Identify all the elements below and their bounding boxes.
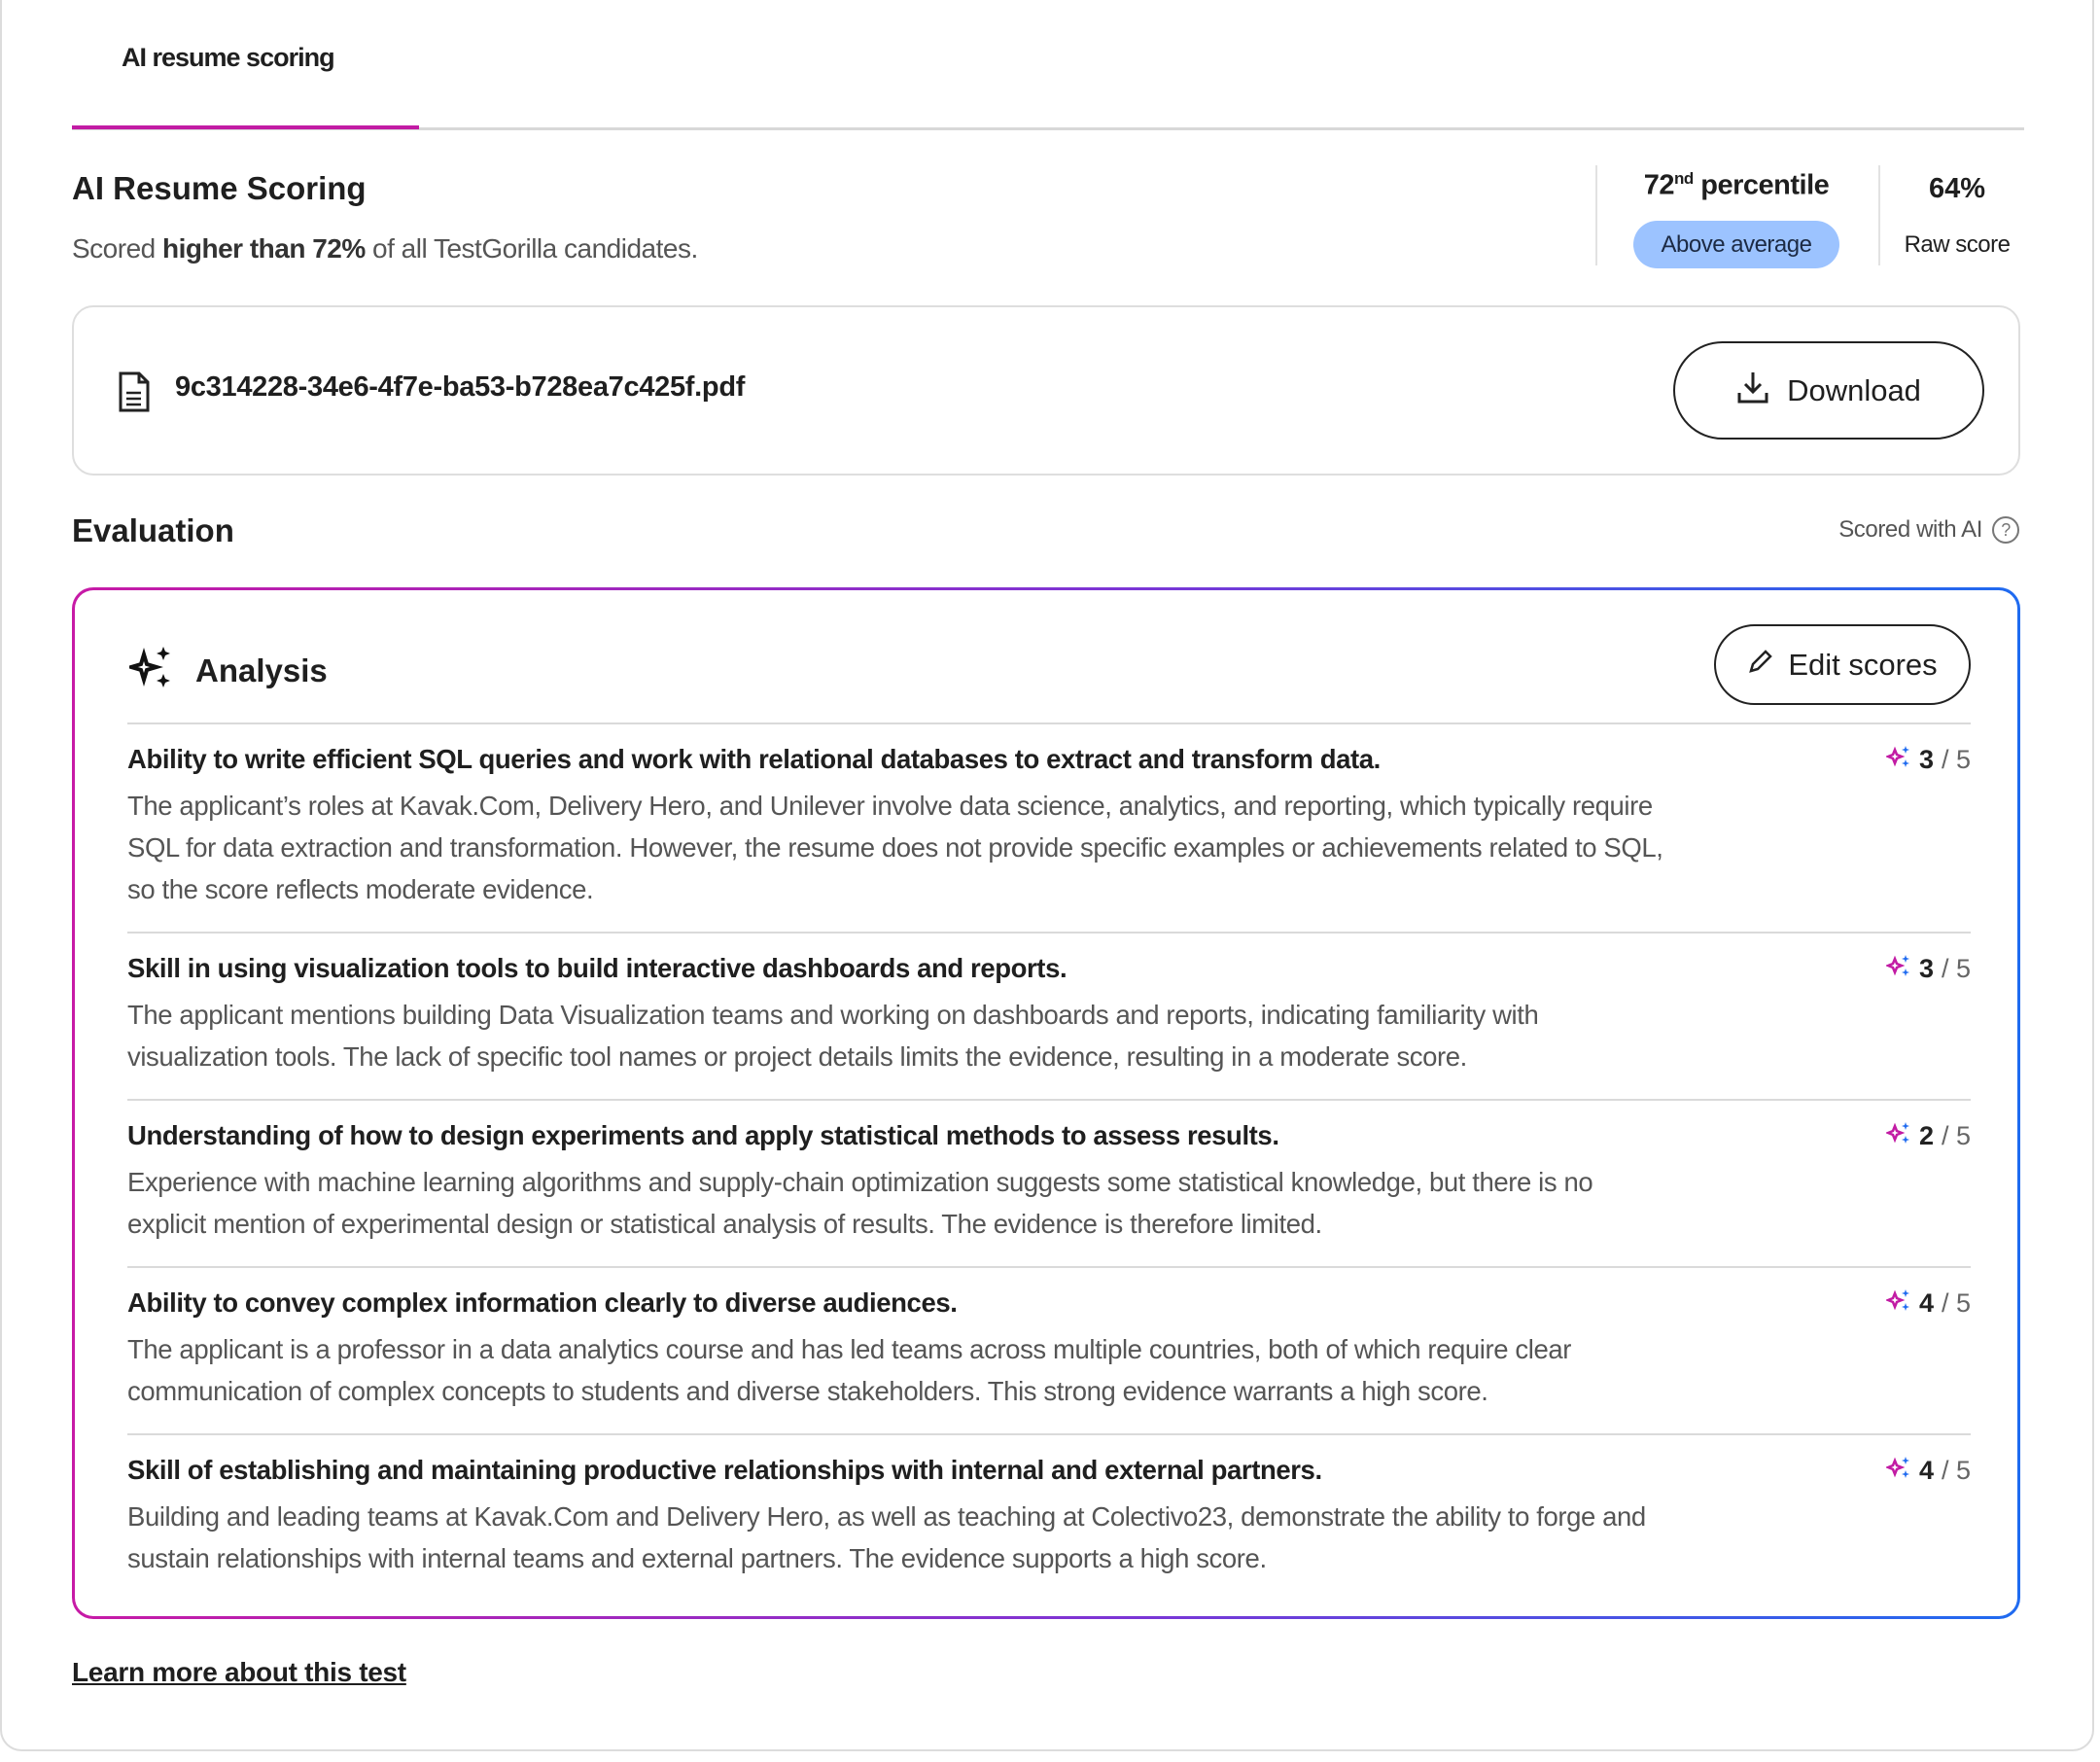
score-max: / 5: [1941, 1120, 1971, 1150]
score-max: / 5: [1941, 953, 1971, 983]
criterion-description: [127, 994, 1971, 1077]
criterion-description-line: The applicant is a professor in a data analytics course and has led teams across multiple countries, both of which require clear: [127, 1334, 1572, 1364]
criterion-item: [127, 1099, 1971, 1266]
criterion-score: [1886, 1286, 1971, 1321]
criterion-description-line: communication of complex concepts to students and diverse stakeholders. This strong evidence warrants a high score.: [127, 1376, 1488, 1406]
raw-score-value: 64%: [1928, 173, 1986, 204]
percentile-suffix: nd: [1673, 169, 1694, 188]
score-value: 2: [1918, 1120, 1934, 1150]
score-max: / 5: [1941, 1455, 1971, 1485]
percentile-number: 72: [1643, 169, 1674, 201]
score-value: 3: [1918, 744, 1934, 774]
criterion-description-line: SQL for data extraction and transformation. However, the resume does not provide specific examples or achievements related to SQL,: [127, 832, 1663, 863]
status-badge: Above average: [1633, 221, 1839, 268]
criterion-description-line: Experience with machine learning algorithms and supply-chain optimization suggests some statistical knowledge, but there is no: [127, 1167, 1593, 1197]
criterion-title: Ability to write efficient SQL queries and work with relational databases to extract and transform data.: [127, 744, 1381, 774]
score-summary: [72, 233, 698, 264]
ai-sparkle-icon: [1886, 1455, 1911, 1487]
tab-ai-resume-scoring[interactable]: AI resume scoring: [122, 43, 334, 72]
analysis-header: [129, 645, 328, 697]
ai-sparkle-icon: [1886, 1287, 1911, 1320]
file-name[interactable]: 9c314228-34e6-4f7e-ba53-b728ea7c425f.pdf: [175, 371, 746, 403]
criterion-description-line: sustain relationships with internal teams and external partners. The evidence supports a high score.: [127, 1543, 1267, 1573]
sparkle-icon: [129, 645, 174, 697]
criterion-description-line: The applicant’s roles at Kavak.Com, Delivery Hero, and Unilever involve data science, analytics, and reporting, which typically require: [127, 791, 1653, 821]
score-value: 3: [1918, 953, 1934, 983]
help-icon[interactable]: ?: [1992, 516, 2019, 544]
analysis-panel: [72, 587, 2020, 1619]
analysis-title: Analysis: [195, 652, 328, 688]
ai-sparkle-icon: [1886, 953, 1911, 985]
criterion-description-line: Building and leading teams at Kavak.Com and Delivery Hero, as well as teaching at Colectivo23, demonstrate the ability to forge and: [127, 1501, 1646, 1532]
score-max: / 5: [1941, 1287, 1971, 1318]
ai-sparkle-icon: [1886, 744, 1911, 776]
edit-scores-button[interactable]: [1714, 624, 1971, 705]
summary-suffix: of all TestGorilla candidates.: [365, 233, 698, 264]
score-value: 4: [1918, 1287, 1934, 1318]
score-max: / 5: [1941, 744, 1971, 774]
criterion-title: Understanding of how to design experiments and apply statistical methods to assess results.: [127, 1120, 1279, 1150]
summary-prefix: Scored: [72, 233, 162, 264]
score-value: 4: [1918, 1455, 1934, 1485]
criterion-item: [127, 932, 1971, 1099]
stat-divider: [1878, 165, 1880, 265]
ai-sparkle-icon: [1886, 1120, 1911, 1152]
stat-divider: [1595, 165, 1597, 265]
edit-scores-label: Edit scores: [1788, 647, 1938, 682]
criterion-item: [127, 722, 1971, 932]
raw-score-label: Raw score: [1904, 231, 2011, 258]
scored-with-ai: [1838, 516, 2019, 544]
percentile: [1626, 169, 1847, 202]
criterion-description-line: explicit mention of experimental design or statistical analysis of results. The evidence is therefore limited.: [127, 1209, 1322, 1239]
download-label: Download: [1787, 372, 1921, 407]
criterion-description-line: The applicant mentions building Data Visualization teams and working on dashboards and reports, indicating familiarity with: [127, 1000, 1539, 1030]
criterion-title: Ability to convey complex information clearly to diverse audiences.: [127, 1287, 958, 1318]
download-icon: [1736, 370, 1769, 412]
criterion-score: [1886, 1453, 1971, 1488]
criterion-description: [127, 1328, 1971, 1412]
download-button[interactable]: [1673, 341, 1984, 440]
criterion-description: [127, 785, 1971, 910]
percentile-label: percentile: [1693, 169, 1830, 201]
criterion-title: Skill of establishing and maintaining productive relationships with internal and external partners.: [127, 1455, 1322, 1485]
criterion-description-line: so the score reflects moderate evidence.: [127, 874, 594, 904]
criterion-score: [1886, 1118, 1971, 1153]
criterion-description: [127, 1496, 1971, 1579]
pencil-icon: [1747, 648, 1774, 683]
summary-highlight: higher than 72%: [162, 233, 366, 264]
document-icon: [118, 371, 151, 417]
active-tab-indicator: [72, 125, 419, 129]
criterion-item: [127, 1433, 1971, 1601]
criterion-score: [1886, 951, 1971, 986]
learn-more-link[interactable]: Learn more about this test: [72, 1657, 406, 1687]
evaluation-heading: Evaluation: [72, 512, 234, 548]
criterion-description: [127, 1161, 1971, 1245]
criteria-list: [127, 722, 1971, 1601]
criterion-score: [1886, 742, 1971, 777]
criterion-title: Skill in using visualization tools to build interactive dashboards and reports.: [127, 953, 1068, 983]
criterion-description-line: visualization tools. The lack of specific tool names or project details limits the evidence, resulting in a moderate score.: [127, 1041, 1467, 1072]
page-title: AI Resume Scoring: [72, 170, 367, 206]
criterion-item: [127, 1266, 1971, 1433]
scored-with-ai-label: Scored with AI: [1838, 516, 1982, 543]
